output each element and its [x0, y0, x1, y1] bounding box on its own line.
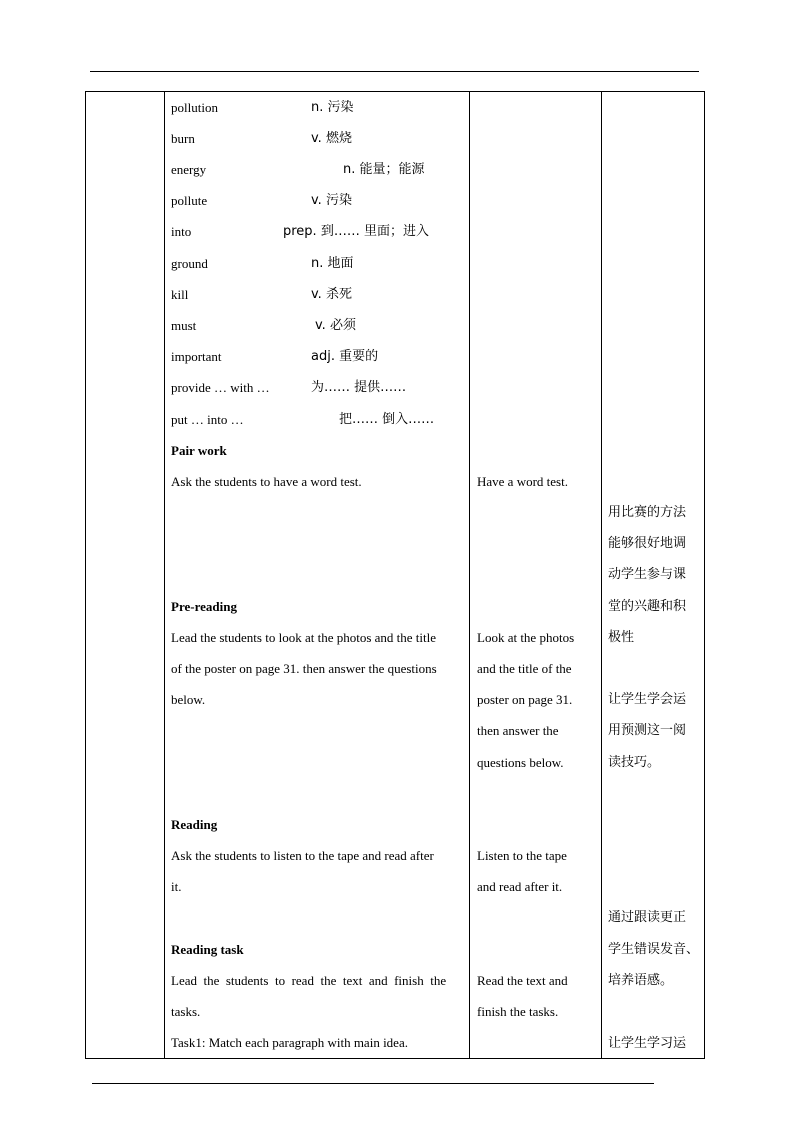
vocab-meaning: n. 地面 [311, 256, 354, 271]
reading-task-text: tasks. [171, 1004, 201, 1019]
purpose-text: 堂的兴趣和积 [608, 599, 687, 614]
vocab-meaning: v. 杀死 [311, 287, 352, 302]
vocab-meaning: v. 污染 [311, 193, 352, 208]
column-divider-3 [601, 91, 602, 1059]
reading-task-text: Task1: Match each paragraph with main idea. [171, 1035, 408, 1050]
student-reading: and read after it. [477, 879, 563, 894]
purpose-text: 用比赛的方法 [608, 505, 687, 520]
vocab-meaning: v. 必须 [315, 318, 356, 333]
reading-text: Ask the students to listen to the tape and read after [171, 848, 434, 863]
purpose-text: 能够很好地调 [608, 536, 687, 551]
reading-heading: Reading [171, 817, 218, 832]
pre-reading-heading: Pre-reading [171, 599, 237, 614]
student-pre-reading: then answer the [477, 723, 559, 738]
purpose-text: 读技巧。 [608, 755, 661, 770]
student-reading-task: Read the text and [477, 973, 568, 988]
vocab-word: burn [171, 131, 195, 146]
purpose-text: 学生错误发音、 [608, 942, 700, 957]
vocab-word: pollute [171, 193, 208, 208]
student-pre-reading: Look at the photos [477, 630, 575, 645]
reading-text: it. [171, 879, 182, 894]
pre-reading-text: Lead the students to look at the photos and the title [171, 630, 437, 645]
vocab-word: ground [171, 256, 208, 271]
footer-rule [92, 1083, 654, 1084]
vocab-meaning: prep. 到…… 里面；进入 [283, 224, 429, 239]
vocab-word: provide … with … [171, 380, 270, 395]
student-pre-reading: poster on page 31. [477, 692, 573, 707]
vocab-meaning: 为…… 提供…… [311, 380, 407, 395]
vocab-word: energy [171, 162, 207, 177]
vocab-word: important [171, 349, 222, 364]
vocab-meaning: v. 燃烧 [311, 131, 352, 146]
student-reading: Listen to the tape [477, 848, 567, 863]
pre-reading-text: of the poster on page 31. then answer the questions [171, 661, 437, 676]
vocab-word: put … into … [171, 412, 244, 427]
vocab-word: must [171, 318, 197, 333]
purpose-text: 用预测这一阅 [608, 723, 687, 738]
reading-task-text: Lead the students to read the text and finish the [171, 973, 447, 988]
vocab-meaning: adj. 重要的 [311, 349, 379, 364]
pre-reading-text: below. [171, 692, 206, 707]
column-divider-1 [164, 91, 165, 1059]
purpose-text: 通过跟读更正 [608, 910, 687, 925]
purpose-text: 让学生学习运 [608, 1036, 687, 1051]
vocab-meaning: 把…… 倒入…… [339, 412, 435, 427]
pair-work-heading: Pair work [171, 443, 227, 458]
pair-work-text: Ask the students to have a word test. [171, 474, 362, 489]
student-word-test: Have a word test. [477, 474, 568, 489]
purpose-text: 极性 [608, 630, 635, 645]
purpose-text: 培养语感。 [608, 973, 674, 988]
vocab-meaning: n. 污染 [311, 100, 354, 115]
student-pre-reading: questions below. [477, 755, 564, 770]
vocab-word: into [171, 224, 192, 239]
vocab-meaning: n. 能量；能源 [343, 162, 425, 177]
header-rule [90, 71, 699, 72]
column-divider-2 [469, 91, 470, 1059]
purpose-text: 让学生学会运 [608, 692, 687, 707]
student-reading-task: finish the tasks. [477, 1004, 559, 1019]
reading-task-heading: Reading task [171, 942, 244, 957]
vocab-word: kill [171, 287, 189, 302]
purpose-text: 动学生参与课 [608, 567, 687, 582]
vocab-word: pollution [171, 100, 218, 115]
student-pre-reading: and the title of the [477, 661, 572, 676]
